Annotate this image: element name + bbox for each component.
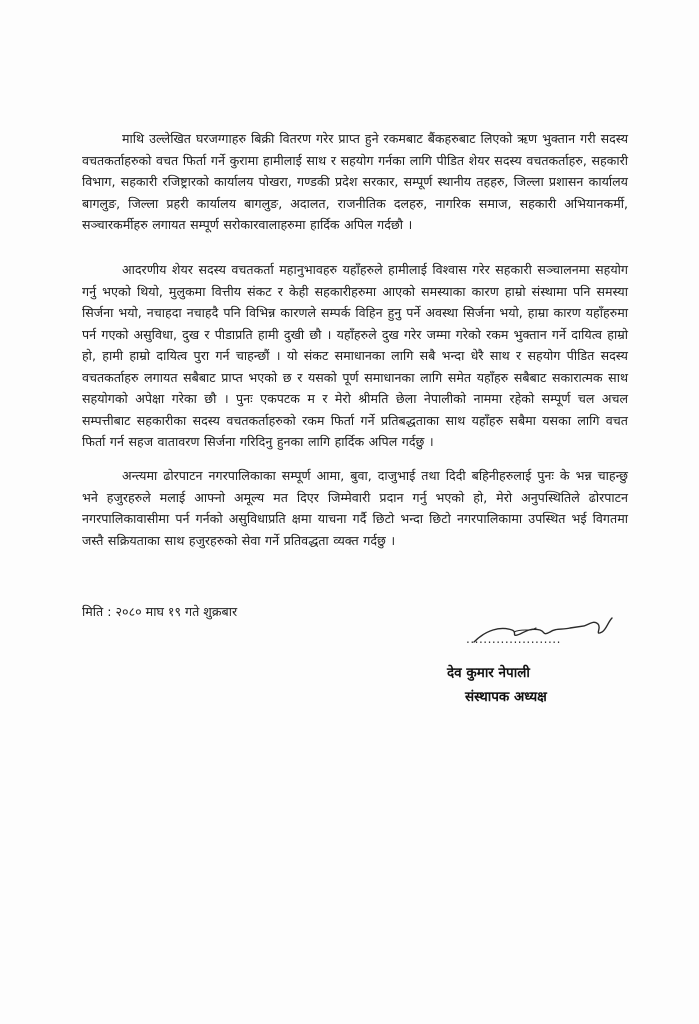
signer-block: [447, 661, 547, 709]
paragraph-3: अन्त्यमा ढोरपाटन नगरपालिकाका सम्पूर्ण आमा, बुवा, दाजुभाई तथा दिदी बहिनीहरुलाई पुनः के भन्न चाहन्छु भने हजुरहरुले मलाई आफ्नो अमूल्य मत दिएर जिम्मेवारी प्रदान गर्नु भएको हो, मेरो अनुपस्थितिले ढोरपाटन नगरपालिकावासीमा पर्न गर्नको असुविधाप्रति क्षमा याचना गर्दै छिटो भन्दा छिटो नगरपालिकामा उपस्थित भई विगतमा जस्तै सक्रियताका साथ हजुरहरुको सेवा गर्ने प्रतिवद्धता व्यक्त गर्दछु ।: [82, 468, 628, 548]
paragraph-2: आदरणीय शेयर सदस्य वचतकर्ता महानुभावहरु यहाँहरुले हामीलाई विश्वास गरेर सहकारी सञ्चालनमा सहयोग गर्नु भएको थियो, मुलुकमा वित्तीय संकट र केही सहकारीहरुमा आएको समस्याका कारण हाम्रो संस्थामा पनि समस्या सिर्जना भयो, नचाहदा नचाहदै पनि विभिन्न कारणले सम्पर्क विहिन हुनु पर्ने अवस्था सिर्जना भयो, हाम्रा कारण यहाँहरुमा पर्न गएको असुविधा, दुख र पीडाप्रति हामी दुखी छौ । यहाँहरुले दुख गरेर जम्मा गरेको रकम भुक्तान गर्ने दायित्व हाम्रो हो, हामी हाम्रो दायित्व पुरा गर्न चाहन्छौं । यो संकट समाधानका लागि सबै भन्दा धेरै साथ र सहयोग पीडित सदस्य वचतकर्ताहरु लगायत सबैबाट प्राप्त भएको छ र यसको पूर्ण समाधानका लागि समेत यहाँहरु सबैबाट सकारात्मक साथ सहयोगको अपेक्षा गरेका छौ । पुनः एकपटक म र मेरो श्रीमति छेला नेपालीको नाममा रहेको सम्पूर्ण चल अचल सम्पत्तीबाट सहकारीका सदस्य वचतकर्ताहरुको रकम फिर्ता गर्ने प्रतिबद्धताका साथ यहाँहरु सबैमा यसका लागि वचत फिर्ता गर्न सहज वातावरण सिर्जना गरिदिनु हुनका लागि हार्दिक अपिल गर्दछु ।: [82, 262, 628, 449]
date-line: मिति : २०८० माघ १९ गते शुक्रबार: [82, 604, 238, 619]
paragraph-1: माथि उल्लेखित घरजग्गाहरु बिक्री वितरण गरेर प्राप्त हुने रकमबाट बैंकहरुबाट लिएको ऋण भुक्तान गरी सदस्य वचतकर्ताहरुको वचत फिर्ता गर्ने कुरामा हामीलाई साथ र सहयोग गर्नका लागि पीडित शेयर सदस्य वचतकर्ताहरु, सहकारी विभाग, सहकारी रजिष्ट्रारको कार्यालय पोखरा, गण्डकी प्रदेश सरकार, सम्पूर्ण स्थानीय तहहरु, जिल्ला प्रशासन कार्यालय बागलुङ, जिल्ला प्रहरी कार्यालय बागलुङ, अदालत, राजनीतिक दलहरु, नागरिक समाज, सहकारी अभियानकर्मी, सञ्चारकर्मीहरु लगायत सम्पूर्ण सरोकारवालाहरुमा हार्दिक अपिल गर्दछौ ।: [82, 131, 628, 232]
signer-title: संस्थापक अध्यक्ष: [465, 689, 547, 705]
signer-name: देव कुमार नेपाली: [447, 665, 530, 681]
signature-dotted-line: ......................: [466, 632, 561, 646]
